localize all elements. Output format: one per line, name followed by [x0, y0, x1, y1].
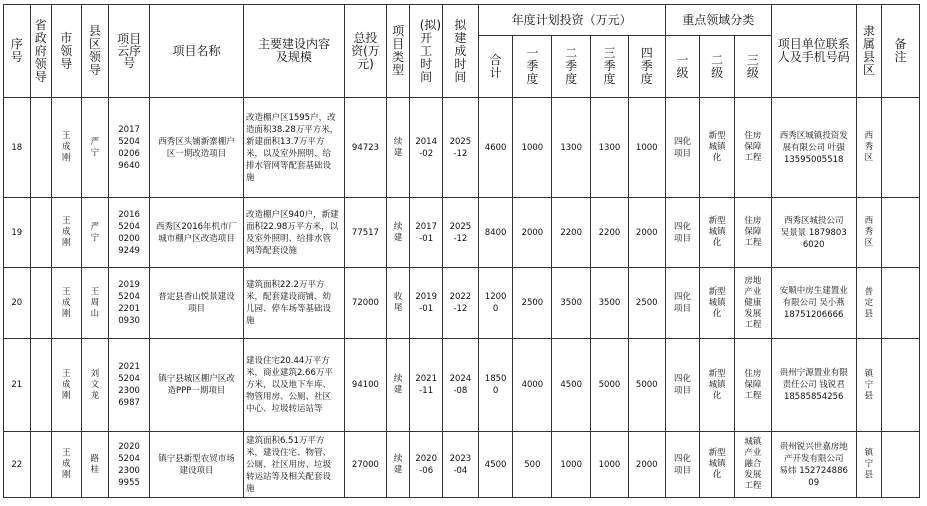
cell-end: 2022-12 — [443, 268, 479, 339]
header-seq: 序号 — [4, 5, 31, 98]
cell-start: 2014-02 — [410, 98, 443, 198]
cell-county-leader: 刘文龙 — [81, 339, 109, 432]
cell-level1: 四化项目 — [665, 268, 700, 339]
cell-q1: 2500 — [513, 268, 552, 339]
cell-annual-total: 8400 — [478, 198, 513, 268]
header-level3: 三级 — [735, 36, 772, 98]
cell-contact: 西秀区城镇投资发展有限公司 叶强 13595005518 — [771, 98, 856, 198]
cell-prov-leader — [30, 98, 51, 198]
cell-start: 2020-06 — [410, 432, 443, 498]
cell-seq: 18 — [4, 98, 31, 198]
cell-seq: 22 — [4, 432, 31, 498]
header-level2: 二级 — [700, 36, 735, 98]
header-start: (拟)开工时间 — [410, 5, 443, 98]
cell-level2: 新型城镇化 — [700, 98, 735, 198]
header-type: 项目类型 — [386, 5, 409, 98]
header-q1: 一季度 — [513, 36, 552, 98]
cell-name: 镇宁县城区棚户区改造PPP一期项目 — [150, 339, 244, 432]
cell-q2: 1000 — [552, 432, 591, 498]
cell-city-leader: 王成刚 — [51, 432, 81, 498]
cell-remark — [882, 98, 920, 198]
cell-level2: 新型城镇化 — [700, 268, 735, 339]
cell-remark — [882, 198, 920, 268]
cell-end: 2024-08 — [443, 339, 479, 432]
cell-q3: 2200 — [591, 198, 629, 268]
cell-level3: 住房保障工程 — [735, 339, 772, 432]
header-name: 项目名称 — [150, 5, 244, 98]
cell-prov-leader — [30, 339, 51, 432]
cell-start: 2021-11 — [410, 339, 443, 432]
cell-level1: 四化项目 — [665, 98, 700, 198]
header-cloud-seq: 项目云序号 — [109, 5, 150, 98]
header-domain: 重点领域分类 — [665, 5, 771, 36]
cell-total: 94723 — [345, 98, 387, 198]
table-row — [4, 98, 920, 198]
cell-type: 续建 — [386, 432, 409, 498]
cell-q4: 2500 — [628, 268, 665, 339]
cell-total: 94100 — [345, 339, 387, 432]
cell-county-leader: 王周山 — [81, 268, 109, 339]
cell-q3: 3500 — [591, 268, 629, 339]
cell-annual-total: 4500 — [478, 432, 513, 498]
cell-seq: 19 — [4, 198, 31, 268]
cell-cloud-seq: 2020520423009955 — [109, 432, 150, 498]
table-row — [4, 339, 920, 432]
cell-remark — [882, 268, 920, 339]
cell-county: 普定县 — [856, 268, 882, 339]
cell-total: 77517 — [345, 198, 387, 268]
cell-contact: 贵州锐兴世嘉房地产开发有限公司 易炜 15272488609 — [771, 432, 856, 498]
cell-total: 27000 — [345, 432, 387, 498]
cell-level1: 四化项目 — [665, 339, 700, 432]
cell-cloud-seq: 2021520423006987 — [109, 339, 150, 432]
cell-cloud-seq: 2019520422010930 — [109, 268, 150, 339]
cell-start: 2017-01 — [410, 198, 443, 268]
cell-level3: 房地产业健康发展工程 — [735, 268, 772, 339]
header-county-leader: 县区领导 — [81, 5, 109, 98]
cell-prov-leader — [30, 432, 51, 498]
cell-cloud-seq: 2016520402009249 — [109, 198, 150, 268]
cell-content: 建设住宅20.44万平方米，商业建筑2.66万平方米，以及地下车库、物管用房、公厕、社区中心、垃圾转运站等 — [243, 339, 344, 432]
cell-contact: 贵州宁源置业有限责任公司 钱锐君 18585854256 — [771, 339, 856, 432]
header-city-leader: 市领导 — [51, 5, 81, 98]
cell-city-leader: 王成刚 — [51, 339, 81, 432]
header-q2: 二季度 — [552, 36, 591, 98]
cell-q1: 2000 — [513, 198, 552, 268]
header-total: 总投资(万元) — [345, 5, 387, 98]
cell-level3: 城镇产业融合发展工程 — [735, 432, 772, 498]
cell-q1: 4000 — [513, 339, 552, 432]
cell-q4: 1000 — [628, 98, 665, 198]
header-county: 隶属县区 — [856, 5, 882, 98]
cell-city-leader: 王成刚 — [51, 198, 81, 268]
cell-end: 2025-12 — [443, 98, 479, 198]
cell-county: 镇宁县 — [856, 339, 882, 432]
cell-total: 72000 — [345, 268, 387, 339]
cell-level1: 四化项目 — [665, 432, 700, 498]
header-content: 主要建设内容及规模 — [243, 5, 344, 98]
cell-q2: 3500 — [552, 268, 591, 339]
header-end: 拟建成时间 — [443, 5, 479, 98]
cell-q4: 2000 — [628, 198, 665, 268]
header-row-1 — [4, 5, 920, 36]
cell-level2: 新型城镇化 — [700, 198, 735, 268]
cell-contact: 安顺中房生建置业有限公司 吴小燕 18751206666 — [771, 268, 856, 339]
cell-city-leader: 王成刚 — [51, 98, 81, 198]
cell-content: 改造棚户区1595户，改造面积38.28万平方米，新建面积13.7万平方米，以及室外照明、给排水管网等配套基础设施 — [243, 98, 344, 198]
cell-name: 普定县香山悦景建设项目 — [150, 268, 244, 339]
cell-content: 改造棚户区940户，新建面积22.98万平方米，以及室外照明、给排水管网等配套设施 — [243, 198, 344, 268]
cell-annual-total: 4600 — [478, 98, 513, 198]
cell-type: 续建 — [386, 198, 409, 268]
header-contact: 项目单位联系人及手机号码 — [771, 5, 856, 98]
cell-q2: 1300 — [552, 98, 591, 198]
cell-county: 西秀区 — [856, 98, 882, 198]
cell-prov-leader — [30, 198, 51, 268]
cell-q4: 2000 — [628, 432, 665, 498]
cell-name: 西秀区头铺新寨棚户区一期改造项目 — [150, 98, 244, 198]
cell-end: 2025-12 — [443, 198, 479, 268]
cell-county: 西秀区 — [856, 198, 882, 268]
cell-contact: 西秀区城投公司 吴景景 18798036020 — [771, 198, 856, 268]
cell-type: 续建 — [386, 339, 409, 432]
project-table — [3, 4, 920, 498]
cell-seq: 21 — [4, 339, 31, 432]
cell-end: 2023-04 — [443, 432, 479, 498]
cell-q3: 1300 — [591, 98, 629, 198]
cell-q3: 1000 — [591, 432, 629, 498]
cell-level2: 新型城镇化 — [700, 432, 735, 498]
cell-county-leader: 严宁 — [81, 198, 109, 268]
header-remark: 备注 — [882, 5, 920, 98]
header-annual: 年度计划投资（万元） — [478, 5, 665, 36]
cell-county: 镇宁县 — [856, 432, 882, 498]
cell-annual-total: 18500 — [478, 339, 513, 432]
table-row — [4, 268, 920, 339]
cell-q2: 4500 — [552, 339, 591, 432]
table-row — [4, 198, 920, 268]
cell-cloud-seq: 2017520402069640 — [109, 98, 150, 198]
cell-county-leader: 严宁 — [81, 98, 109, 198]
cell-content: 建筑面积6.51万平方米，建设住宅、物管、公厕、社区用房、垃圾转运站等及相关配套设施 — [243, 432, 344, 498]
cell-annual-total: 12000 — [478, 268, 513, 339]
cell-q2: 2200 — [552, 198, 591, 268]
cell-content: 建筑面积22.2万平方米，配套建设商铺、幼儿园、停车场等基础设施 — [243, 268, 344, 339]
header-level1: 一级 — [665, 36, 700, 98]
header-q4: 四季度 — [628, 36, 665, 98]
cell-level3: 住房保障工程 — [735, 98, 772, 198]
header-prov-leader: 省政府领导 — [30, 5, 51, 98]
cell-level3: 住房保障工程 — [735, 198, 772, 268]
table-row — [4, 432, 920, 498]
cell-county-leader: 路桂 — [81, 432, 109, 498]
cell-level2: 新型城镇化 — [700, 339, 735, 432]
cell-level1: 四化项目 — [665, 198, 700, 268]
cell-type: 续建 — [386, 98, 409, 198]
cell-name: 西秀区2016年机市厂城市棚户区改造项目 — [150, 198, 244, 268]
cell-start: 2019-01 — [410, 268, 443, 339]
cell-type: 收尾 — [386, 268, 409, 339]
cell-q3: 5000 — [591, 339, 629, 432]
cell-q4: 5000 — [628, 339, 665, 432]
cell-city-leader: 王成刚 — [51, 268, 81, 339]
header-annual-total: 合计 — [478, 36, 513, 98]
cell-prov-leader — [30, 268, 51, 339]
cell-name: 镇宁县新型农贸市场建设项目 — [150, 432, 244, 498]
cell-seq: 20 — [4, 268, 31, 339]
header-q3: 三季度 — [591, 36, 629, 98]
cell-remark — [882, 432, 920, 498]
cell-q1: 500 — [513, 432, 552, 498]
cell-q1: 1000 — [513, 98, 552, 198]
cell-remark — [882, 339, 920, 432]
